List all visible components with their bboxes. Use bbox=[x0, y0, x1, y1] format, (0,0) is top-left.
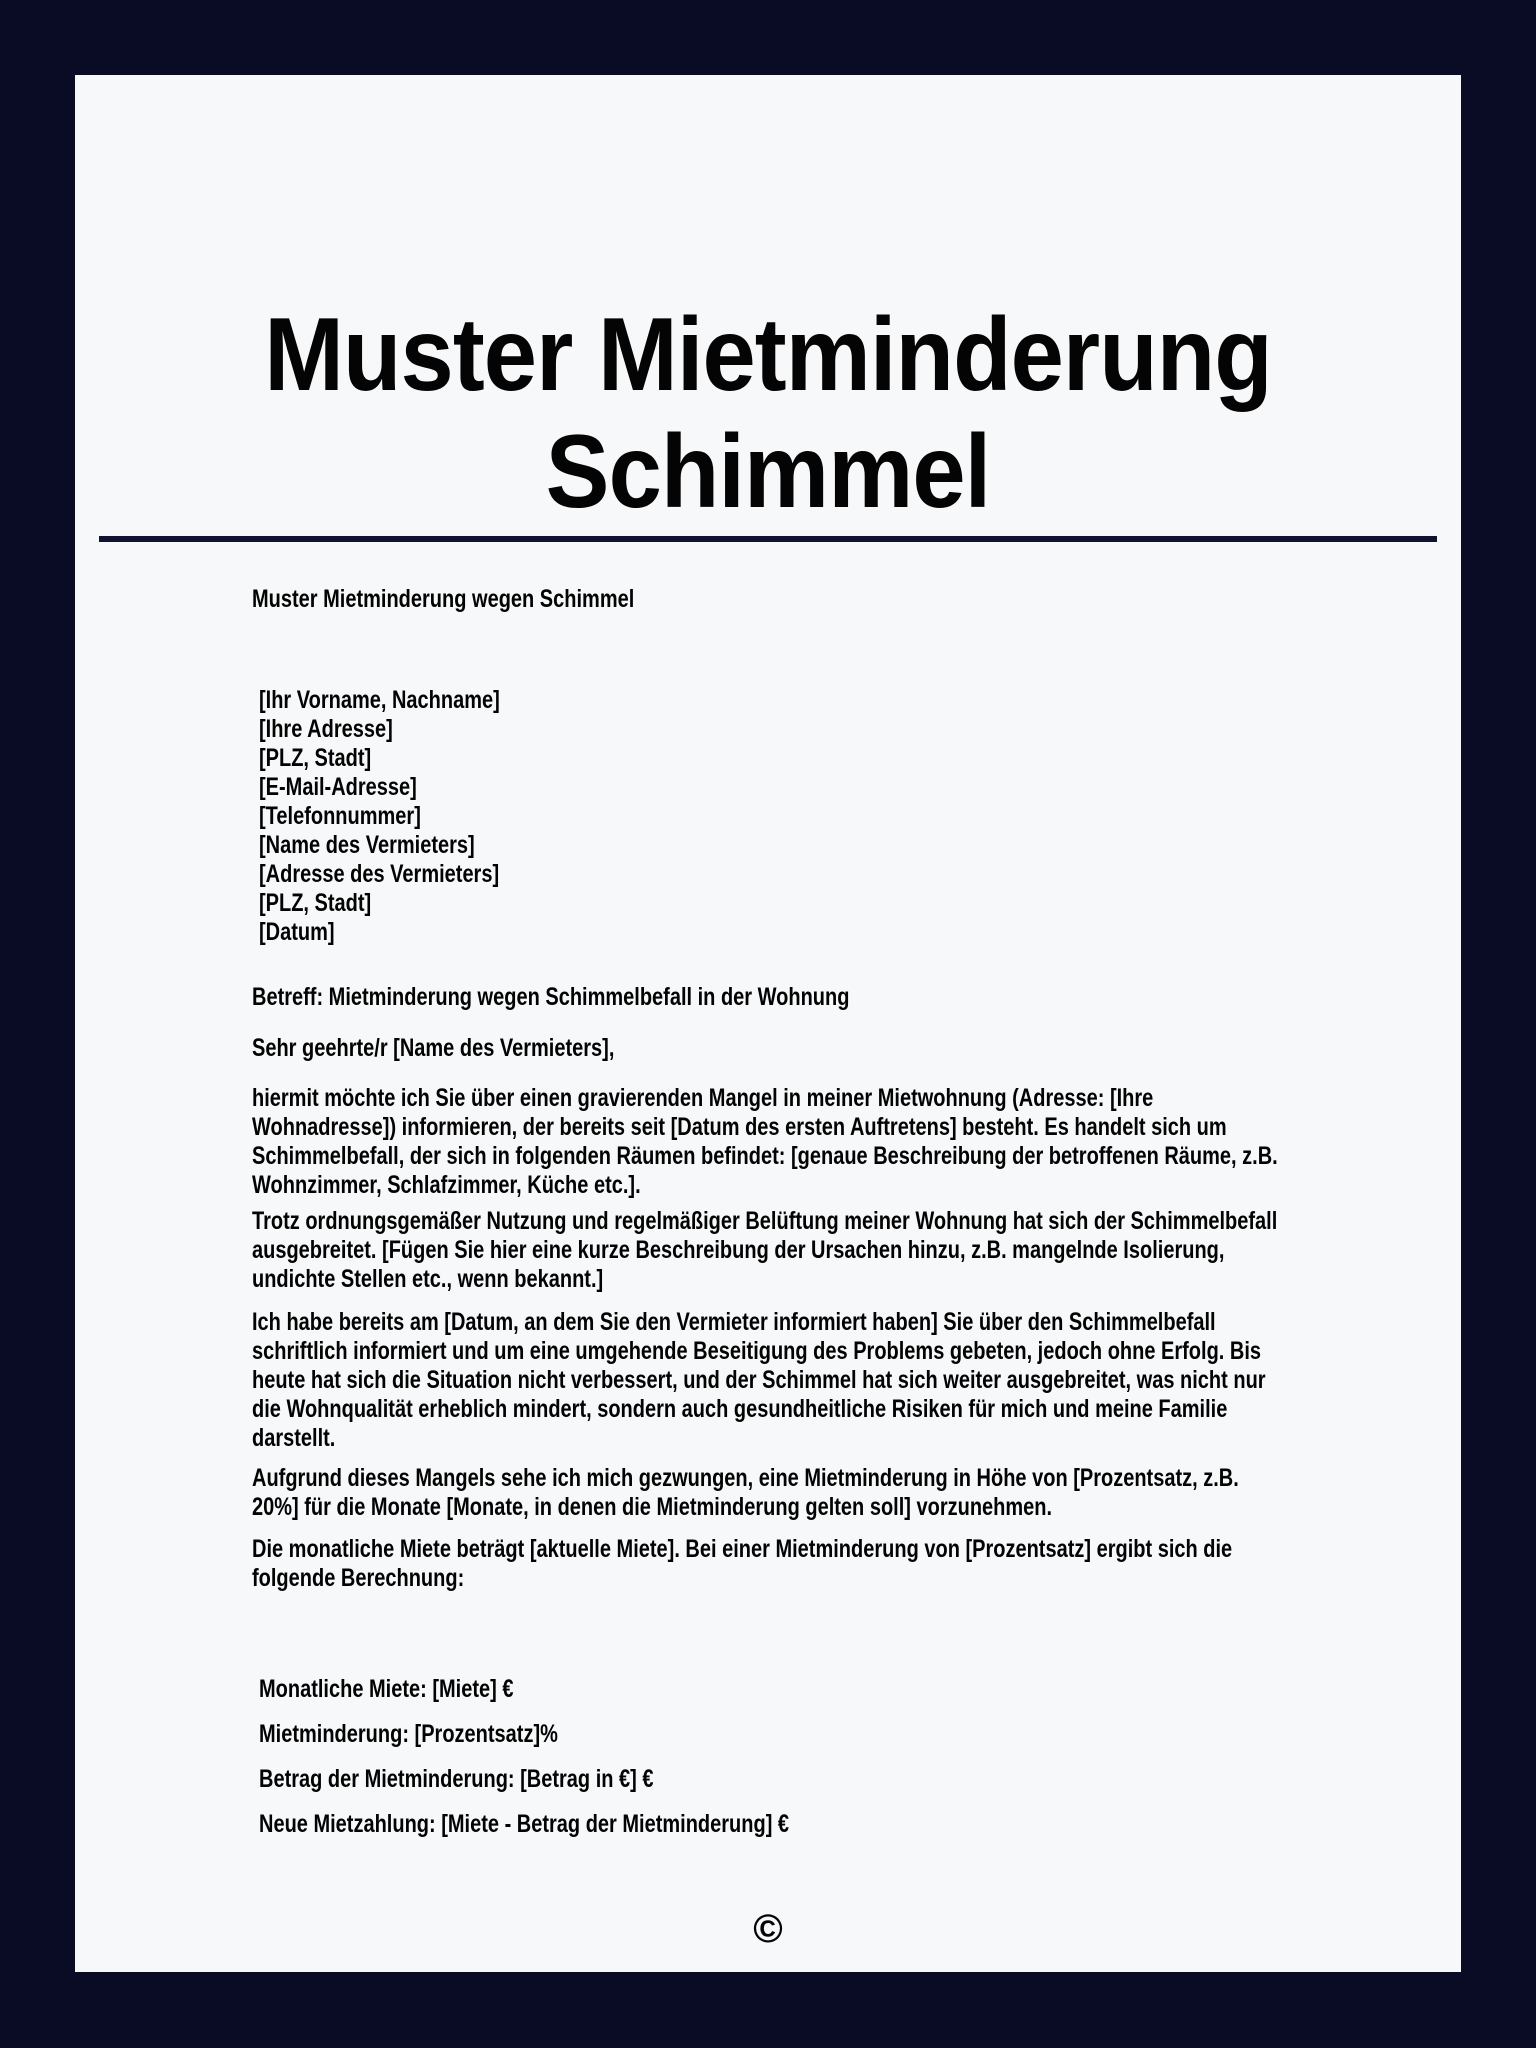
text-line: [PLZ, Stadt] bbox=[259, 889, 372, 917]
text-line: Wohnadresse]) informieren, der bereits seit [Datum des ersten Auftretens] besteht. Es handelt sich um bbox=[252, 1113, 1227, 1141]
text-line: Trotz ordnungsgemäßer Nutzung und regelmäßiger Belüftung meiner Wohnung hat sich der Schimmelbefall bbox=[252, 1207, 1278, 1235]
paragraph-mietminderung bbox=[252, 1464, 1486, 1522]
text-line: [Ihr Vorname, Nachname] bbox=[259, 686, 500, 714]
text-line: [Ihre Adresse] bbox=[259, 715, 393, 743]
text-line: darstellt. bbox=[252, 1424, 336, 1452]
text-line: ausgebreitet. [Fügen Sie hier eine kurze Beschreibung der Ursachen hinzu, z.B. mangelnde Isolierung, bbox=[252, 1236, 1225, 1264]
text-line: Mietminderung: [Prozentsatz]% bbox=[259, 1720, 558, 1748]
text-line: Ich habe bereits am [Datum, an dem Sie den Vermieter informiert haben] Sie über den Schimmelbefall bbox=[252, 1308, 1216, 1336]
paragraph-mangel bbox=[252, 1084, 1534, 1200]
copyright-icon: © bbox=[753, 1907, 783, 1951]
paragraph-berechnung-intro bbox=[252, 1535, 1477, 1593]
text-line: Schimmelbefall, der sich in folgenden Räumen befindet: [genaue Beschreibung der betroffenen Räume, z.B. bbox=[252, 1142, 1278, 1170]
text-line: 20%] für die Monate [Monate, in denen die Mietminderung gelten soll] vorzunehmen. bbox=[252, 1493, 1053, 1521]
text-line: die Wohnqualität erheblich mindert, sondern auch gesundheitliche Risiken für mich und meine Familie bbox=[252, 1395, 1228, 1423]
calculation-block bbox=[259, 1667, 922, 1847]
paragraph-ursachen bbox=[252, 1207, 1534, 1294]
page-title-line-1: Muster Mietminderung bbox=[264, 296, 1272, 413]
text-line: folgende Berechnung: bbox=[252, 1564, 465, 1592]
text-line: [E-Mail-Adresse] bbox=[259, 773, 417, 801]
text-line: [Adresse des Vermieters] bbox=[259, 860, 500, 888]
text-line: [Telefonnummer] bbox=[259, 802, 421, 830]
text-line: Wohnzimmer, Schlafzimmer, Küche etc.]. bbox=[252, 1171, 641, 1199]
subject-line: Betreff: Mietminderung wegen Schimmelbefall in der Wohnung bbox=[252, 983, 850, 1011]
text-line: undichte Stellen etc., wenn bekannt.] bbox=[252, 1265, 604, 1293]
text-line: [PLZ, Stadt] bbox=[259, 744, 372, 772]
text-line: Monatliche Miete: [Miete] € bbox=[259, 1675, 514, 1703]
address-block bbox=[259, 686, 560, 947]
text-line: Aufgrund dieses Mangels sehe ich mich gezwungen, eine Mietminderung in Höhe von [Prozentsatz, z.B. bbox=[252, 1464, 1239, 1492]
letter-page bbox=[75, 75, 1461, 1972]
paragraph-vorgeschichte bbox=[252, 1308, 1519, 1453]
text-line: [Datum] bbox=[259, 918, 335, 946]
document-heading: Muster Mietminderung wegen Schimmel bbox=[252, 585, 635, 613]
text-line: [Name des Vermieters] bbox=[259, 831, 475, 859]
page-title-line-2: Schimmel bbox=[545, 413, 991, 530]
text-line: Betrag der Mietminderung: [Betrag in €] € bbox=[259, 1765, 654, 1793]
salutation-line: Sehr geehrte/r [Name des Vermieters], bbox=[252, 1034, 615, 1062]
text-line: Die monatliche Miete beträgt [aktuelle Miete]. Bei einer Mietminderung von [Prozentsatz] ergibt sich die bbox=[252, 1535, 1233, 1563]
text-line: hiermit möchte ich Sie über einen gravierenden Mangel in meiner Mietwohnung (Adresse: [Ihre bbox=[252, 1084, 1154, 1112]
text-line: heute hat sich die Situation nicht verbessert, und der Schimmel hat sich weiter ausgebreitet, was nicht nur bbox=[252, 1366, 1266, 1394]
text-line: schriftlich informiert und um eine umgehende Beseitigung des Problems gebeten, jedoch ohne Erfolg. Bis bbox=[252, 1337, 1262, 1365]
text-line: Neue Mietzahlung: [Miete - Betrag der Mietminderung] € bbox=[259, 1810, 790, 1838]
title-divider bbox=[99, 536, 1437, 542]
page-title bbox=[75, 297, 1461, 531]
